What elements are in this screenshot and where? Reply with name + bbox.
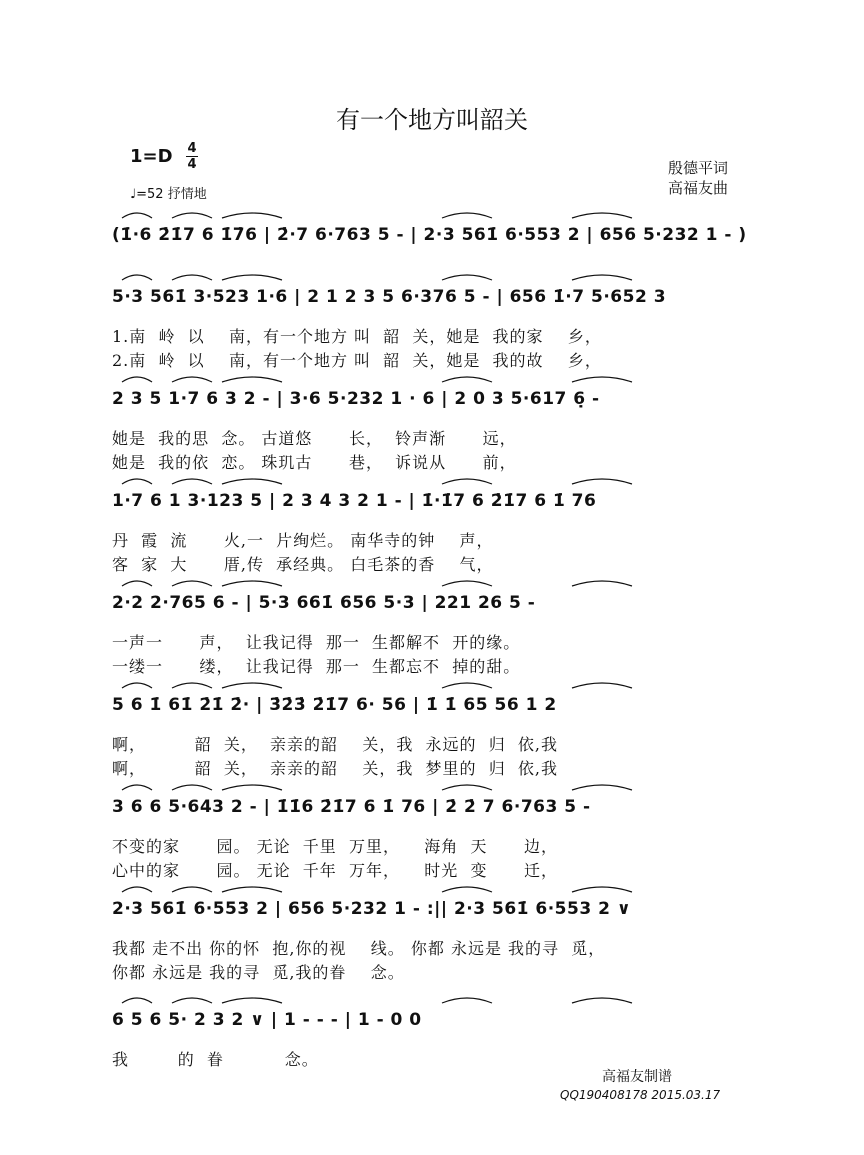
lyric-line: 心中的家 园。 无论 千年 万年， 时光 变 迁， [112, 861, 558, 880]
score-system [112, 382, 752, 478]
notation-line: 1·7 6 1 3·123 5 | 2 3 4 3 2 1 - | 1̇·1̇7 6 2̇1̇7 6 1̇ 76 [112, 491, 597, 511]
credits [668, 158, 728, 198]
notation-line: 2·3 561̇ 6·553 2 | 656 5·232 1 - :|| 2·3 561̇ 6·553 2 ∨ [112, 899, 632, 919]
notation-line: (1̇·6 2̇1̇7 6 1̇7̇6 | 2̇·7 6·763 5 - | 2·3 561̇ 6·553 2 | 656 5·232 1 - ) [112, 225, 747, 245]
lyric-line: 我都 走不出 你的怀 抱,你的视 线。 你都 永远是 我的寻 觅， [112, 939, 606, 958]
notation-line: 5 6 1̇ 61̇ 2̇1̇ 2̇· | 3̇2̇3̇ 2̇1̇7 6· 56 | 1̇ 1̇ 65 56 1 2 [112, 695, 557, 715]
meter-bottom: 4 [187, 157, 197, 172]
page-title: 有一个地方叫韶关 [336, 106, 528, 134]
contact-line: QQ190408178 2015.03.17 [560, 1088, 721, 1102]
lyric-line: 丹 霞 流 火,一 片绚烂。 南华寺的钟 声， [112, 531, 494, 550]
transcriber-credit: 高福友制谱 [602, 1069, 672, 1085]
lyricist: 殷德平词 [668, 159, 729, 177]
tempo-marking: ♩=52 抒情地 [130, 187, 207, 202]
lyric-line: 一声一 声， 让我记得 那一 生都解不 开的缘。 [112, 633, 521, 652]
meter-top: 4 [187, 141, 197, 156]
score-system [112, 586, 752, 682]
lyric-line: 不变的家 园。 无论 千里 万里， 海角 天 边， [112, 837, 558, 856]
score-system [112, 280, 752, 376]
lyric-line: 啊， 韶 关， 亲亲的韶 关，我 梦里的 归 依,我 [112, 759, 558, 778]
lyric-line: 她是 我的依 恋。 珠玑古 巷， 诉说从 前， [112, 453, 517, 472]
lyric-line: 2.南 岭 以 南，有一个地方 叫 韶 关，她是 我的故 乡， [112, 351, 602, 370]
notation-line: 5·3 561̇ 3·523 1·6 | 2 1 2 3 5 6·376 5 - | 656 1̇·7 5·652 3 [112, 287, 667, 307]
score-system [112, 688, 752, 784]
composer: 高福友曲 [668, 179, 729, 197]
notation-line: 6 5 6 5· 2 3 2 ∨ | 1 - - - | 1 - 0 0 [112, 1010, 422, 1030]
lyric-line: 1.南 岭 以 南，有一个地方 叫 韶 关，她是 我的家 乡， [112, 327, 602, 346]
lyric-line: 一缕一 缕， 让我记得 那一 生都忘不 掉的甜。 [112, 657, 521, 676]
lyric-line: 她是 我的思 念。 古道悠 长， 铃声渐 远， [112, 429, 517, 448]
score-system [112, 892, 752, 988]
lyric-line: 我 的 眷 念。 [112, 1050, 319, 1069]
score-system [112, 790, 752, 886]
notation-line: 3 6 6 5·643 2 - | 1̇1̇6 2̇1̇7 6 1̇ 76 | 2̇ 2̇ 7 6·763 5 - [112, 797, 591, 817]
notation-line: 2·2 2·765 6 - | 5·3 661̇ 656 5·3 | 221 26 5 - [112, 593, 536, 613]
lyric-line: 啊， 韶 关， 亲亲的韶 关，我 永远的 归 依,我 [112, 735, 558, 754]
score-system [112, 484, 752, 580]
key-signature: 1=D [130, 146, 173, 167]
lyric-line: 客 家 大 厝,传 承经典。 白毛茶的香 气， [112, 555, 494, 574]
notation-line: 2 3 5 1·7 6 3 2 - | 3·6 5·232 1 · 6 | 2 0 3 5·617 6̣ - [112, 389, 600, 409]
time-signature [186, 142, 198, 171]
lyric-line: 你都 永远是 我的寻 觅,我的眷 念。 [112, 963, 405, 982]
